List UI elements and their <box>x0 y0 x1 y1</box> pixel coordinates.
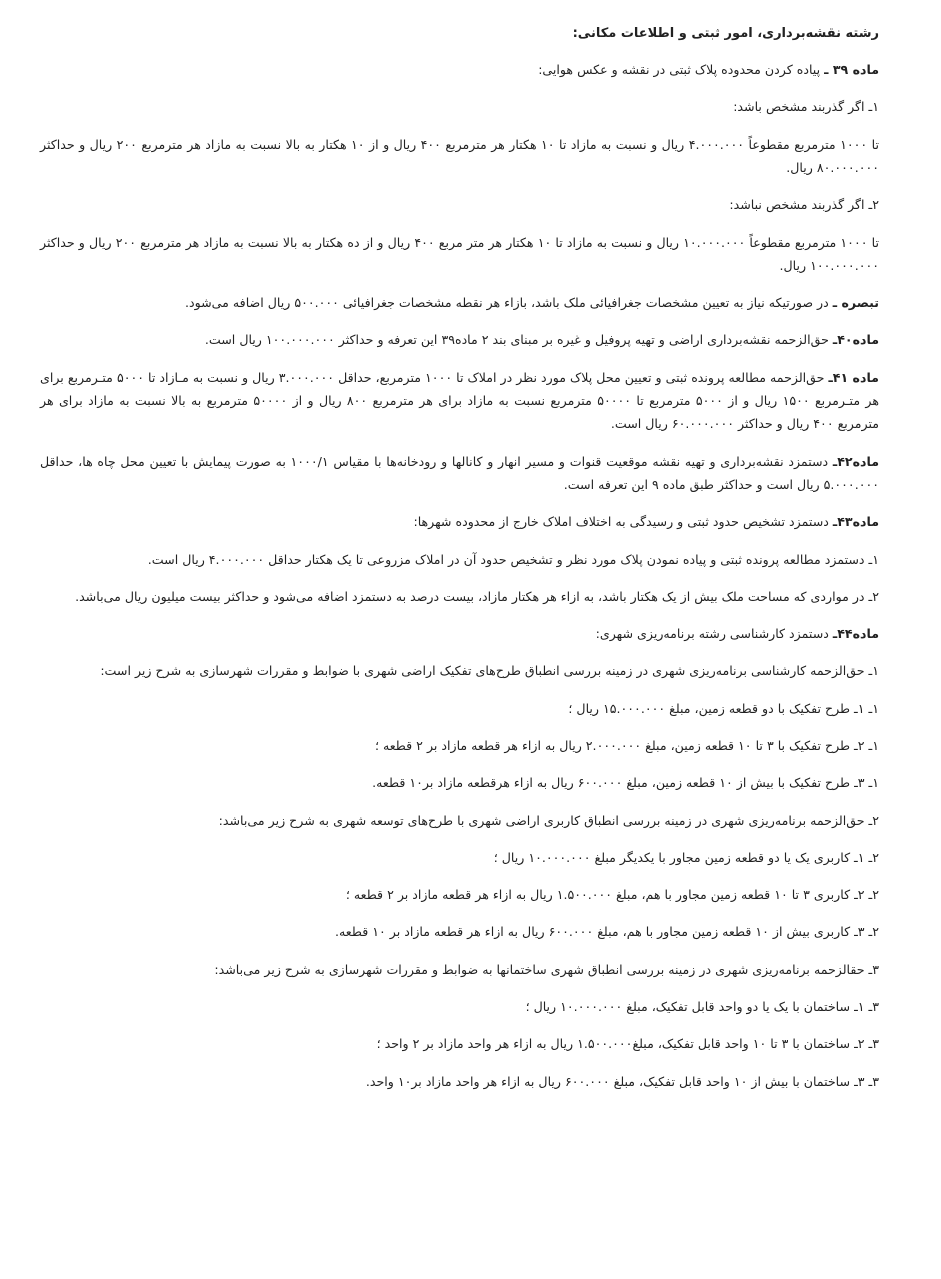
article-44-item-1-2: ۱ـ ۲ـ طرح تفکیک با ۳ تا ۱۰ قطعه زمین، مبلغ ۲.۰۰۰.۰۰۰ ریال به ازاء هر قطعه مازاد بر ۲ قطعه ؛ <box>374 737 879 753</box>
article-39-item-1-text: تا ۱۰۰۰ مترمربع مقطوعاً ۴.۰۰۰.۰۰۰ ریال و نسبت به مازاد تا ۱۰ هکتار هر مترمربع ۴۰۰ ریال و از ۱۰ هکتار به بالا نسبت به مازاد هر مترمربع ۲۰۰ ریال و حداکثر ۸۰.۰۰۰.۰۰۰ ریال. <box>40 136 879 175</box>
article-43 <box>40 510 879 533</box>
article-44-item-1-1: ۱ـ ۱ـ طرح تفکیک با دو قطعه زمین، مبلغ ۱۵.۰۰۰.۰۰۰ ریال ؛ <box>568 700 879 716</box>
article-44-item-1-3: ۱ـ ۳ـ طرح تفکیک با بیش از ۱۰ قطعه زمین، مبلغ ۶۰۰.۰۰۰ ریال به ازاء هرقطعه مازاد بر۱۰ قطعه. <box>372 775 879 791</box>
section-heading: رشته نقشه‌برداری، امور ثبتی و اطلاعات مکانی: <box>572 26 879 41</box>
article-40-title: ماده۴۰ـ <box>832 332 879 348</box>
article-43-text: دستمزد تشخیص حدود ثبتی و رسیدگی به اختلاف املاک خارج از محدوده شهرها: <box>413 514 829 530</box>
article-39-note-title: تبصره ـ <box>832 295 879 311</box>
article-44-item-3-3: ۳ـ ۳ـ ساختمان با بیش از ۱۰ واحد قابل تفکیک، مبلغ ۶۰۰.۰۰۰ ریال به ازاء هر واحد مازاد بر۱۰ واحد. <box>365 1073 879 1089</box>
article-40-text: حق‌الزحمه نقشه‌برداری اراضی و تهیه پروفیل و غیره بر مبنای بند ۲ ماده۳۹ این تعرفه و حداکثر ۱۰۰.۰۰۰.۰۰۰ ریال است. <box>204 332 829 348</box>
article-41-title: ماده ۴۱ـ <box>828 369 879 385</box>
article-42-title: ماده۴۲ـ <box>832 453 879 469</box>
article-39-text: پیاده کردن محدوده پلاک ثبتی در نقشه و عکس هوایی: <box>538 62 821 78</box>
article-44-item-3-2: ۳ـ ۲ـ ساختمان با ۳ تا ۱۰ واحد قابل تفکیک، مبلغ۱.۵۰۰.۰۰۰ ریال به ازاء هر واحد مازاد بر ۲ واحد ؛ <box>376 1036 879 1052</box>
article-44-item-2-2: ۲ـ ۲ـ کاربری ۳ تا ۱۰ قطعه زمین مجاور با هم، مبلغ ۱.۵۰۰.۰۰۰ ریال به ازاء هر قطعه مازاد بر ۲ قطعه ؛ <box>345 887 879 903</box>
article-44-section-3: ۳ـ حقالزحمه برنامه‌ریزی شهری در زمینه بررسی انطباق شهری ساختمانها به ضوابط و مقررات شهرسازی به شرح زیر می‌باشد: <box>214 961 879 977</box>
article-39 <box>40 58 879 81</box>
article-39-note <box>40 291 879 314</box>
article-44-item-3-1: ۳ـ ۱ـ ساختمان با یک یا دو واحد قابل تفکیک، مبلغ ۱۰.۰۰۰.۰۰۰ ریال ؛ <box>525 999 879 1015</box>
article-43-item-1: ۱ـ دستمزد مطالعه پرونده ثبتی و پیاده نمودن پلاک مورد نظر و تشخیص حدود آن در املاک مزروعی تا یک هکتار حداقل ۴.۰۰۰.۰۰۰ ریال است. <box>147 551 879 567</box>
article-39-item-2-label: ۲ـ اگر گذربند مشخص نباشد: <box>729 197 879 213</box>
article-44-text: دستمزد کارشناسی رشته برنامه‌ریزی شهری: <box>595 626 829 642</box>
article-41-text: حق‌الزحمه مطالعه پرونده ثبتی و تعیین محل پلاک مورد نظر در املاک تا ۱۰۰۰ مترمربع، حداقل ۳.۰۰۰.۰۰۰ ریال و نسبت به مـازاد تا ۵۰۰۰ متـرمربع برای هر متـرمربع ۱۵۰۰ ریال و از ۵۰۰۰ مترمربع تا ۵۰۰۰۰ مترمربع نسبت به مازاد برای هر مترمربع ۸۰۰ ریال و از ۵۰۰۰۰ مترمربع به بالا نسبت به مازاد برای هر مترمربع ۴۰۰ ریال و حداکثر ۶۰.۰۰۰.۰۰۰ ریال است. <box>40 369 880 432</box>
article-39-item-2-text: تا ۱۰۰۰ مترمربع مقطوعاً ۱۰.۰۰۰.۰۰۰ ریال و نسبت به مازاد تا ۱۰ هکتار هر متر مربع ۴۰۰ ریال و از ده هکتار به بالا نسبت به مازاد هر مترمربع ۲۰۰ ریال و حداکثر ۱۰۰.۰۰۰.۰۰۰ ریال. <box>40 234 879 273</box>
article-40 <box>40 328 879 351</box>
article-41 <box>40 366 879 436</box>
article-39-item-1-label: ۱ـ اگر گذربند مشخص باشد: <box>733 99 879 115</box>
article-44 <box>40 622 879 645</box>
article-43-title: ماده۴۳ـ <box>832 514 879 530</box>
article-44-item-2-3: ۲ـ ۳ـ کاربری بیش از ۱۰ قطعه زمین مجاور با هم، مبلغ ۶۰۰.۰۰۰ ریال به ازاء هر قطعه مازاد بر ۱۰ قطعه. <box>335 924 879 940</box>
article-39-title: ماده ۳۹ ـ <box>824 62 879 78</box>
article-43-item-2: ۲ـ در مواردی که مساحت ملک بیش از یک هکتار باشد، به ازاء هر هکتار مازاد، بیست درصد به دستمزد اضافه می‌شود و حداکثر بیست میلیون ریال می‌باشد. <box>75 588 879 604</box>
article-39-note-text: در صورتیکه نیاز به تعیین مشخصات جغرافیائی ملک باشد، بازاء هر نقطه مشخصات جغرافیائی ۵۰۰.۰۰۰ ریال اضافه می‌شود. <box>185 295 829 311</box>
article-42-text: دستمزد نقشه‌برداری و تهیه نقشه موقعیت قنوات و مسیر انهار و کانالها و رودخانه‌ها با مقیاس ۱۰۰۰/۱ به صورت پیمایش با تعیین محل چاه ها، حداقل ۵.۰۰۰.۰۰۰ ریال است و حداکثر طبق ماده ۹ این تعرفه است. <box>40 453 879 492</box>
article-44-section-1: ۱ـ حق‌الزحمه کارشناسی برنامه‌ریزی شهری در زمینه بررسی انطباق طرح‌های تفکیک اراضی شهری با ضوابط و مقررات شهرسازی به شرح زیر است: <box>100 663 879 679</box>
article-44-item-2-1: ۲ـ ۱ـ کاربری یک یا دو قطعه زمین مجاور با یکدیگر مبلغ ۱۰.۰۰۰.۰۰۰ ریال ؛ <box>493 849 879 865</box>
article-44-title: ماده۴۴ـ <box>832 626 879 642</box>
article-44-section-2: ۲ـ حق‌الزحمه برنامه‌ریزی شهری در زمینه بررسی انطباق کاربری اراضی شهری با طرح‌های توسعه شهری به شرح زیر می‌باشد: <box>218 812 879 828</box>
article-42 <box>40 450 879 497</box>
